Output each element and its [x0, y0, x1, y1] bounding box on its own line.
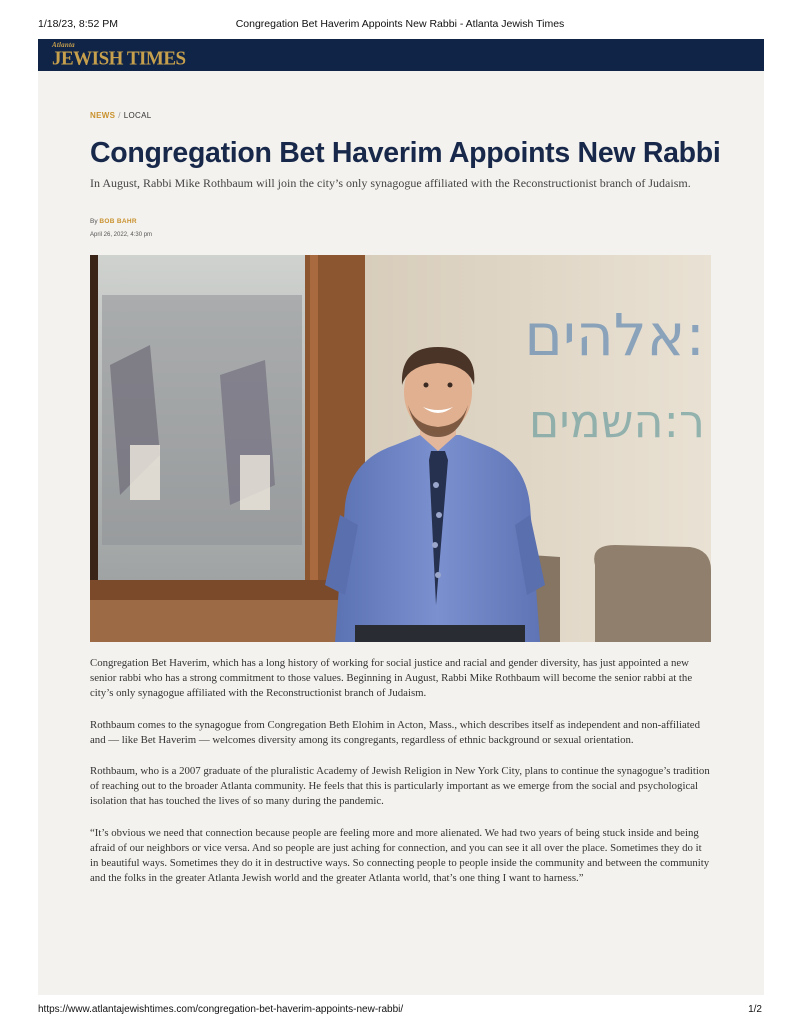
- body-paragraph: Congregation Bet Haverim, which has a long history of working for social justice and racial and gender diversity, has just appointed a new senior rabbi who has a strong commitment to those values. Beginning in August, Rabbi Mike Rothbaum will become the senior rabbi at the city’s only synagogue affiliated with the Reconstructionist branch of Judaism.: [90, 657, 693, 700]
- print-document-title: Congregation Bet Haverim Appoints New Rabbi - Atlanta Jewish Times: [235, 18, 565, 30]
- site-logo[interactable]: [52, 42, 186, 68]
- body-paragraph: Rothbaum, who is a 2007 graduate of the pluralistic Academy of Jewish Religion in New York City, plans to continue the synagogue’s tradition of reaching out to the broader Atlanta community. He feels that this is particularly important as we emerge from the social and psychological isolation that has touched the lives of so many during the pandemic.: [90, 765, 710, 808]
- wall-text-line-1: אלהים:: [524, 301, 705, 369]
- site-masthead: [38, 39, 764, 71]
- breadcrumb-local-link[interactable]: LOCAL: [123, 111, 152, 120]
- breadcrumb-news-link[interactable]: NEWS: [90, 111, 116, 120]
- print-page-number: 1/2: [748, 1004, 762, 1015]
- logo-wordmark: JEWISH TIMES: [52, 47, 186, 70]
- byline-prefix: By: [90, 218, 98, 225]
- print-footer: [38, 1004, 762, 1018]
- article-body: [90, 656, 712, 902]
- print-timestamp: 1/18/23, 8:52 PM: [38, 18, 118, 30]
- breadcrumb: [90, 111, 151, 120]
- article-dek: In August, Rabbi Mike Rothbaum will join the city’s only synagogue affiliated with the Reconstructionist branch of Judaism.: [90, 176, 691, 190]
- author-link[interactable]: BOB BAHR: [99, 218, 137, 225]
- hero-photo: [90, 255, 711, 642]
- print-header: [38, 18, 762, 32]
- article-headline: Congregation Bet Haverim Appoints New Rabbi: [90, 137, 721, 169]
- logo-small-text: Atlanta: [52, 41, 75, 49]
- publish-date: April 26, 2022, 4:30 pm: [90, 232, 153, 238]
- wall-text-line-2: ר:השמים: [528, 394, 705, 448]
- byline: [90, 218, 137, 225]
- body-paragraph: Rothbaum comes to the synagogue from Congregation Beth Elohim in Acton, Mass., which describes itself as independent and non-affiliated and — like Bet Haverim — welcomes diversity among its congregants, regardless of ethnic background or sexual orientation.: [90, 718, 700, 746]
- print-url: https://www.atlantajewishtimes.com/congregation-bet-haverim-appoints-new-rabbi/: [38, 1004, 404, 1015]
- breadcrumb-separator: /: [118, 111, 121, 120]
- body-paragraph-quote: “It’s obvious we need that connection because people are feeling more and more alienated. We had two years of being stuck inside and being afraid of our neighbors or vice versa. And so people are just aching for connection, and you can see it all over the place. Sometimes they do it in beautiful ways. Sometimes they do it in destructive ways. So connecting people to people inside the community and between the community and the folks in the greater Atlanta Jewish world and the greater Atlanta world, that’s one thing I want to harness.”: [90, 826, 710, 885]
